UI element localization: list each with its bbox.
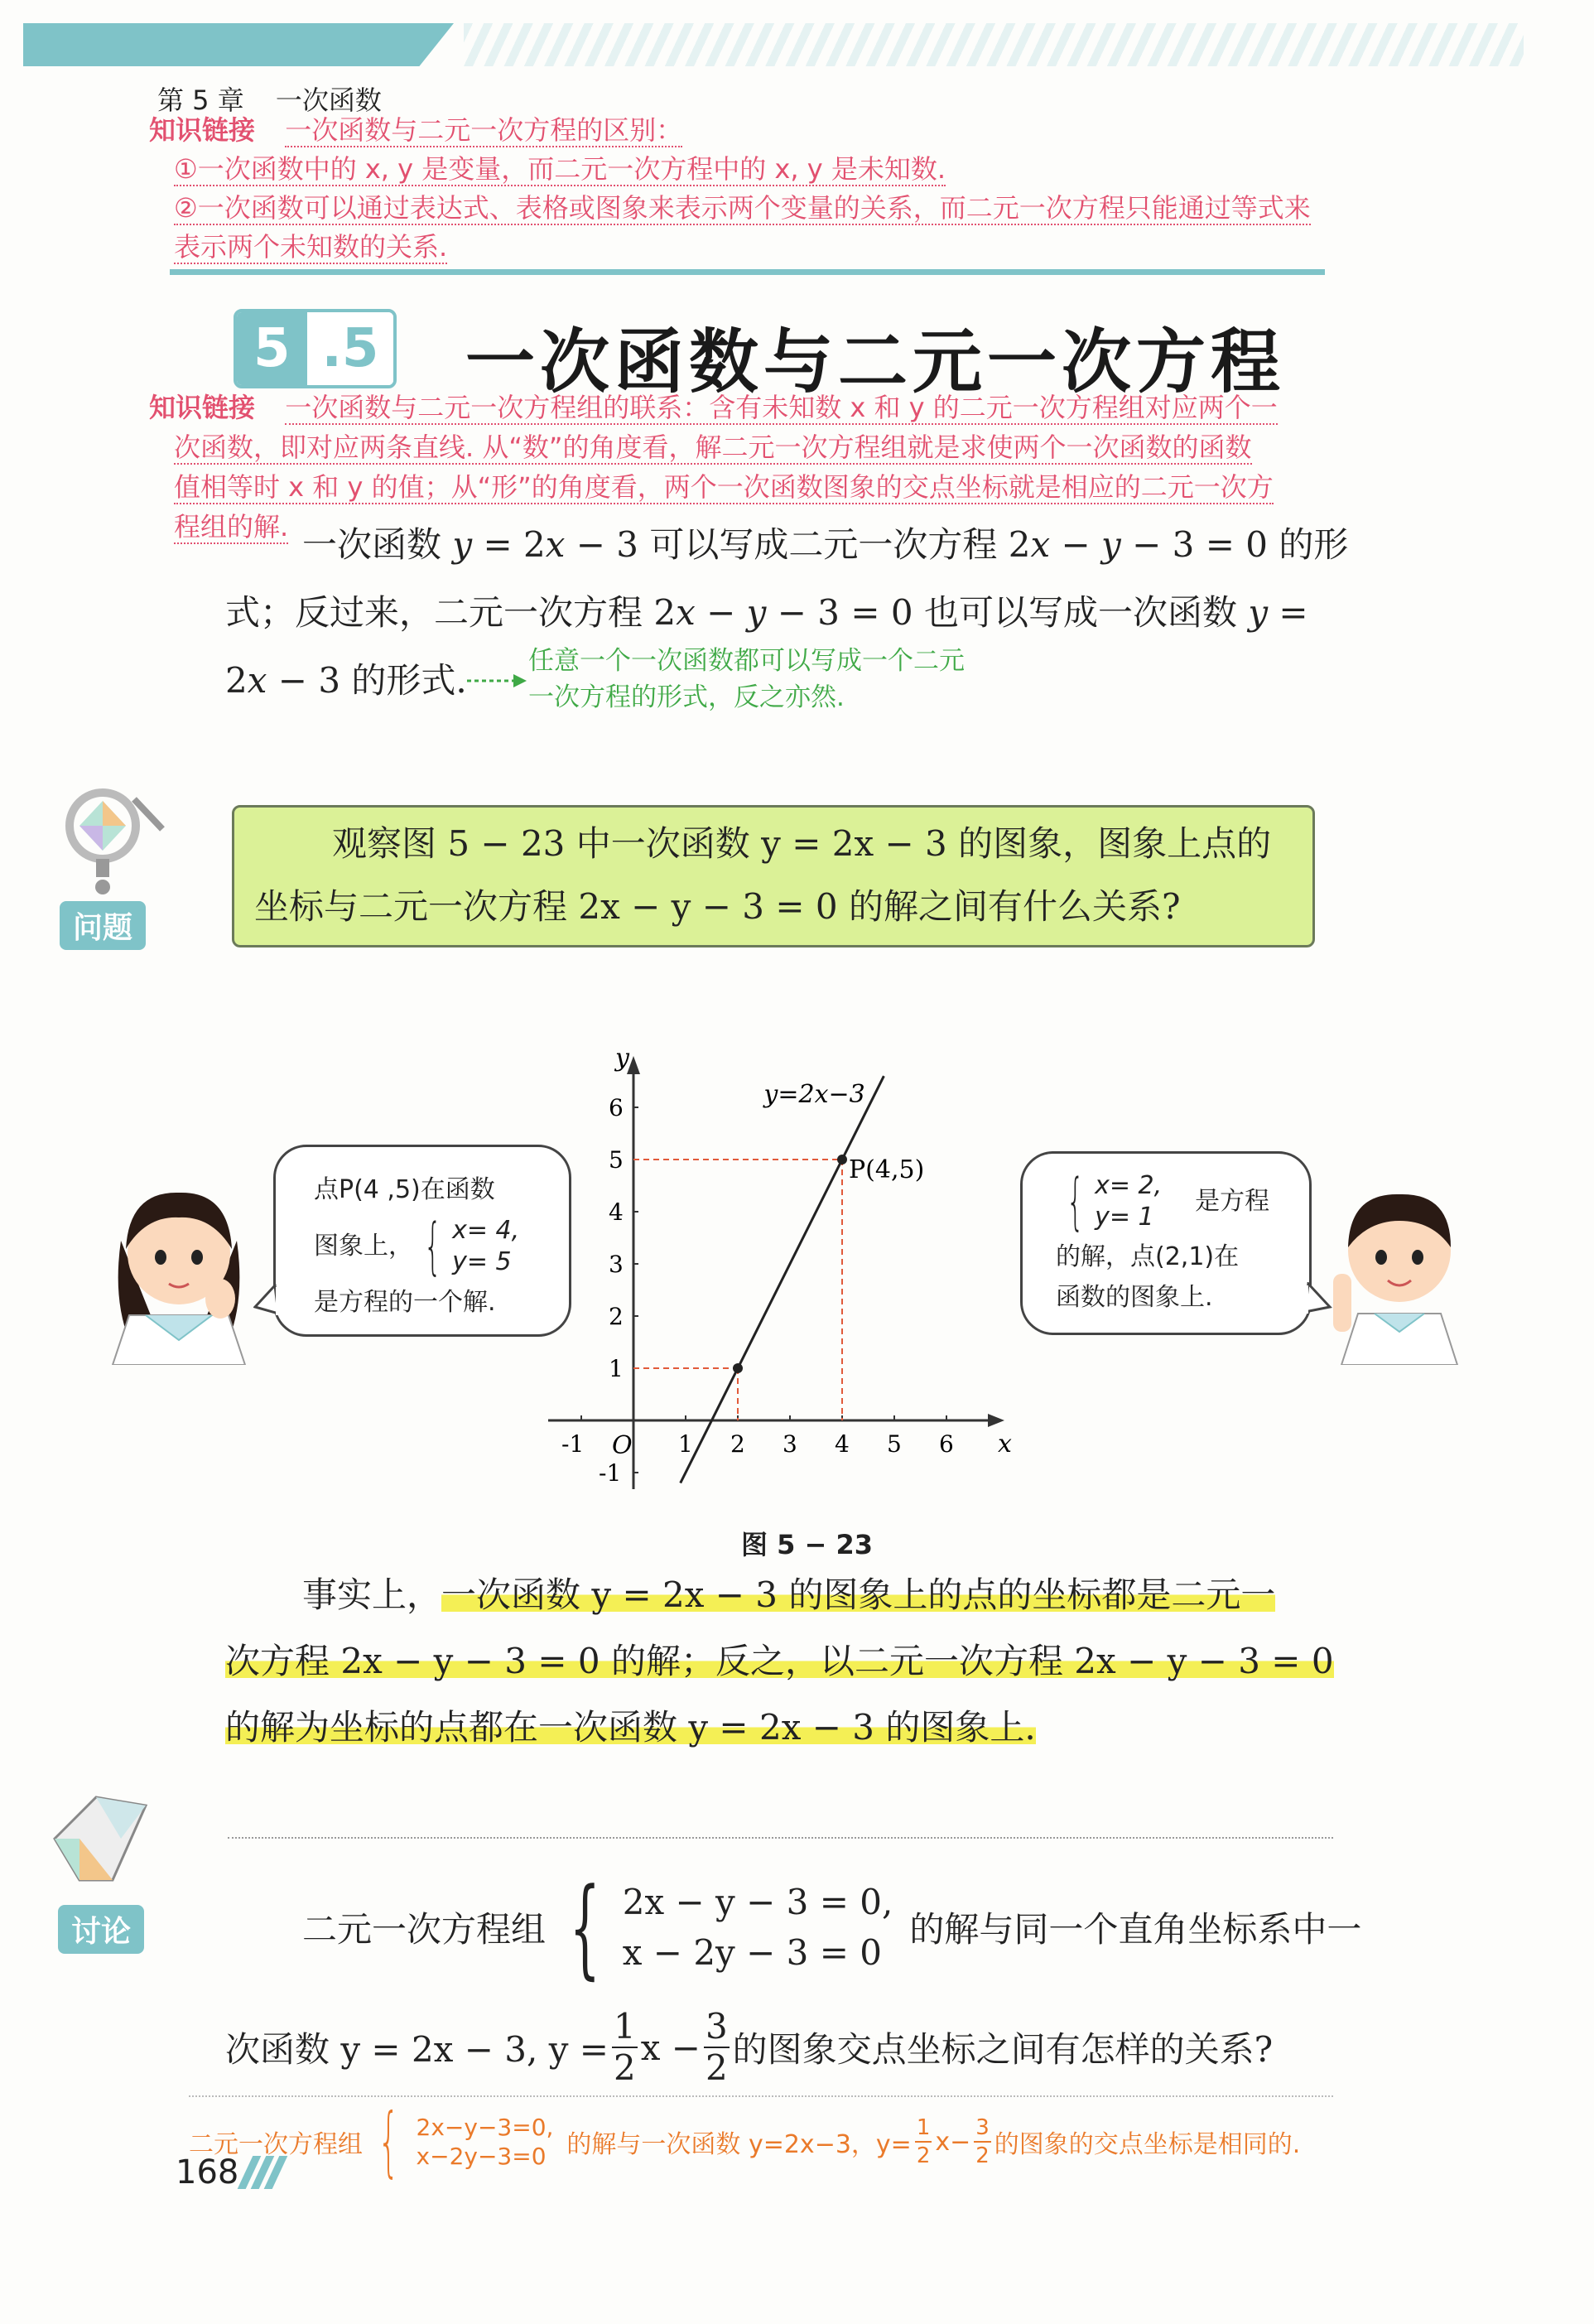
fact-line-2 — [225, 1628, 1334, 1695]
point-label: P(4,5) — [849, 1155, 925, 1184]
bubble-line: 图象上， — [314, 1232, 413, 1261]
question-box — [232, 805, 1315, 947]
data-point — [837, 1155, 847, 1164]
y-tick-label: 2 — [609, 1303, 624, 1330]
highlighted-text: 的解为坐标的点都在一次函数 y = 2x − 3 的图象上. — [225, 1707, 1036, 1748]
intro-line-3: 2x − 3 的形式. — [225, 660, 467, 701]
function-graph — [547, 1027, 1043, 1494]
annotation-line: 一次方程的形式，反之亦然. — [528, 682, 845, 712]
y-tick-label: 1 — [609, 1355, 624, 1382]
discuss-line-2: 次函数 y = 2x − 3, y = $\frac{1}{2}$ x − $\frac{3}{2}$ 的图象交点坐标之间有怎样的关系? — [225, 2006, 1274, 2088]
chapter-title: 一次函数 — [275, 84, 382, 116]
series-line — [681, 1076, 884, 1483]
highlighted-text: 次方程 2x − y − 3 = 0 的解；反之，以二元一次方程 2x − y − 3 = 0 — [225, 1641, 1334, 1681]
y-axis-label: y — [615, 1044, 629, 1073]
y-tick-label: 5 — [609, 1146, 624, 1174]
bubble-line: 函数的图象上. — [1056, 1283, 1213, 1312]
annotation-arrow-icon — [464, 661, 530, 697]
fraction-numerator: 3 — [705, 2006, 728, 2047]
question-line: 坐标与二元一次方程 2x − y − 3 = 0 的解之间有什么关系? — [254, 886, 1181, 927]
discuss-divider-top — [228, 1837, 1333, 1839]
series-label: y=2x−3 — [763, 1080, 865, 1110]
bubble-line: 点P(4 ,5)在函数 — [314, 1175, 495, 1204]
bubble-system-line: y= 1 — [1095, 1203, 1154, 1232]
megaphone-icon — [46, 1789, 154, 1900]
y-tick-label: -1 — [599, 1459, 622, 1487]
system-equation: x − 2y − 3 = 0 — [622, 1932, 882, 1973]
note-line: 表示两个未知数的关系. — [174, 231, 448, 263]
speech-bubble-right: { x= 2, y= 1 是方程 的解，点(2,1)在 函数的图象上. — [1020, 1151, 1312, 1335]
note-line: 值相等时 x 和 y 的值；从“形”的角度看，两个一次函数图象的交点坐标就是相应的二元一次方 — [174, 471, 1274, 503]
section-number-minor: .5 — [307, 312, 394, 385]
top-banner — [23, 23, 454, 66]
origin-label: O — [612, 1431, 633, 1460]
system-equation: x−2y−3=0 — [416, 2143, 547, 2170]
bubble-line: 是方程的一个解. — [314, 1288, 496, 1317]
bubble-system-line: x= 2, — [1095, 1171, 1163, 1200]
note-line: 一次函数与二元一次方程组的联系：含有未知数 x 和 y 的二元一次方程组对应两个一 — [285, 392, 1278, 423]
x-tick-label: 2 — [730, 1430, 745, 1458]
system-equation: 2x − y − 3 = 0, — [622, 1882, 893, 1922]
bubble-system-line: y= 5 — [452, 1247, 512, 1276]
x-tick-label: 3 — [783, 1430, 797, 1458]
fraction-denominator: 2 — [613, 2047, 636, 2088]
y-tick-label: 4 — [609, 1198, 624, 1226]
question-label: 问题 — [60, 901, 146, 950]
page-number: 168 — [176, 2153, 280, 2191]
knowledge-link-note-1 — [149, 111, 1490, 267]
fraction-denominator: 2 — [705, 2047, 728, 2088]
discuss-divider-bottom — [189, 2095, 1333, 2097]
note-line: 次函数，即对应两条直线. 从“数”的角度看，解二元一次方程组就是求使两个一次函数的函数 — [174, 432, 1252, 463]
section-title: 一次函数与二元一次方程 — [465, 321, 1286, 403]
bubble-line: 是方程 — [1195, 1187, 1270, 1216]
intro-line-1: 一次函数 y = 2x − 3 可以写成二元一次方程 2x − y − 3 = 0 的形 — [302, 524, 1349, 565]
note-tag: 知识链接 — [149, 392, 256, 423]
discuss-label: 讨论 — [58, 1905, 144, 1954]
section-number-major: 5 — [237, 312, 307, 385]
section-number-badge — [234, 309, 397, 388]
x-tick-label: 4 — [835, 1430, 850, 1458]
system-equation: 2x−y−3=0, — [416, 2114, 554, 2141]
highlighted-text: 一次函数 y = 2x − 3 的图象上的点的坐标都是二元一 — [441, 1574, 1276, 1615]
discuss-line-1: 二元一次方程组 { 2x − y − 3 = 0, x − 2y − 3 = 0 的解与同一个直角坐标系中一 — [302, 1864, 1362, 1990]
intro-line-2: 式；反过来，二元一次方程 2x − y − 3 = 0 也可以写成一次函数 y = — [225, 592, 1308, 633]
bubble-system-line: x= 4, — [452, 1216, 520, 1245]
note-tag: 知识链接 — [149, 114, 256, 146]
data-point — [733, 1363, 743, 1373]
note-line: 程组的解. — [174, 511, 289, 542]
x-tick-label: 6 — [939, 1430, 954, 1458]
answer-note: 二元一次方程组 { 2x−y−3=0, x−2y−3=0 的解与一次函数 y=2x−3，y= $\frac{1}{2}$ x− $\frac{3}{2}$ 的图象的交点坐标是相同的. — [189, 2097, 1301, 2186]
boy-illustration — [1317, 1174, 1482, 1368]
girl-illustration — [96, 1174, 262, 1368]
fact-line-3 — [225, 1695, 1036, 1761]
top-banner-stripes — [464, 23, 1524, 66]
fraction-numerator: 1 — [613, 2006, 636, 2047]
section-rule — [170, 269, 1325, 275]
annotation-note — [528, 643, 965, 716]
note-line: ②一次函数可以通过表达式、表格或图象来表示两个变量的关系，而二元一次方程只能通过等式来 — [174, 192, 1311, 224]
chapter-number: 第 5 章 — [157, 84, 244, 116]
note-line: 一次函数与二元一次方程的区别： — [285, 114, 683, 146]
x-tick-label: -1 — [561, 1430, 585, 1458]
annotation-line: 任意一个一次函数都可以写成一个二元 — [528, 646, 965, 676]
question-line: 观察图 5 − 23 中一次函数 y = 2x − 3 的图象，图象上点的 — [332, 823, 1272, 864]
speech-bubble-left: 点P(4 ,5)在函数 图象上， { x= 4, y= 5 是方程的一个解. — [273, 1145, 571, 1337]
fact-line-1: 事实上，一次函数 y = 2x − 3 的图象上的点的坐标都是二元一 — [302, 1574, 1276, 1615]
bubble-tail-left — [253, 1284, 283, 1320]
bubble-line: 的解，点(2,1)在 — [1056, 1242, 1240, 1271]
note-line: ①一次函数中的 x, y 是变量，而二元一次方程中的 x, y 是未知数. — [174, 153, 946, 185]
x-tick-label: 5 — [887, 1430, 902, 1458]
question-icon — [51, 783, 167, 902]
x-axis-label: x — [998, 1430, 1012, 1459]
y-tick-label: 6 — [609, 1094, 624, 1121]
graph-canvas — [547, 1027, 1043, 1491]
x-tick-label: 1 — [678, 1430, 693, 1458]
figure-caption: 图 5 − 23 — [741, 1529, 874, 1560]
x-axis-arrow — [988, 1414, 1004, 1427]
y-tick-label: 3 — [609, 1251, 624, 1278]
